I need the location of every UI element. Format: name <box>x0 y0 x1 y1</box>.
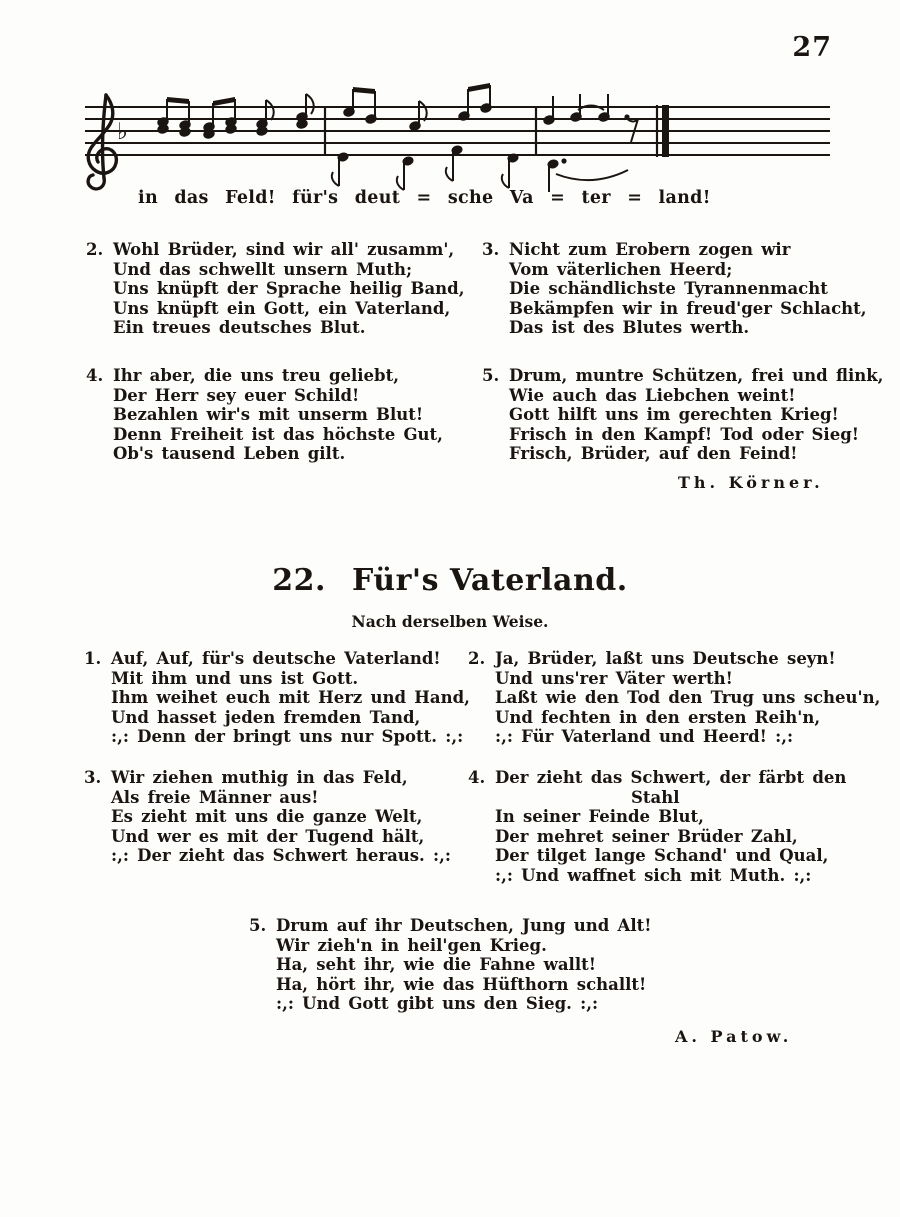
verse-line: :,: Für Vaterland und Heerd! :,: <box>495 727 794 746</box>
verse-line: Der tilget lange Schand' und Qual, <box>495 846 829 865</box>
verse-line: Bekämpfen wir in freud'ger Schlacht, <box>509 298 867 318</box>
treble-clef-icon <box>88 95 116 189</box>
verse-line: Laßt wie den Tod den Trug uns scheu'n, <box>495 688 881 707</box>
verse-line: Der mehret seiner Brüder Zahl, <box>495 826 798 846</box>
author-credit: Th. Körner. <box>678 473 824 492</box>
verse-line: Wir zieh'n in heil'gen Krieg. <box>276 935 547 955</box>
verse-line: :,: Und waffnet sich mit Muth. :,: <box>495 865 812 885</box>
verse-line: Mit ihm und uns ist Gott. <box>111 668 359 688</box>
verse-number: 2. <box>468 649 486 668</box>
verse-line: Und wer es mit der Tugend hält, <box>111 826 425 846</box>
verse-line: Uns knüpft der Sprache heilig Band, <box>113 279 465 298</box>
verse <box>84 649 470 747</box>
verse-line: Wie auch das Liebchen weint! <box>509 385 796 405</box>
verse-number: 2. <box>86 240 104 259</box>
verse-line: Als freie Männer aus! <box>111 787 319 807</box>
verse-number: 3. <box>482 240 500 259</box>
song-heading <box>0 563 900 598</box>
author-credit: A. Patow. <box>675 1027 793 1046</box>
song-title: Für's Vaterland. <box>352 563 628 598</box>
verse <box>468 768 846 885</box>
verse <box>482 366 883 464</box>
verse-line: :,: Und Gott gibt uns den Sieg. :,: <box>276 994 599 1013</box>
verse-line: Ob's tausend Leben gilt. <box>113 444 346 463</box>
verse <box>249 916 651 1014</box>
verse-line: Drum auf ihr Deutschen, Jung und Alt! <box>276 916 652 935</box>
verse-line: Nicht zum Erobern zogen wir <box>509 240 791 259</box>
verse-line: Frisch, Brüder, auf den Feind! <box>509 444 798 463</box>
notes-measure-1 <box>157 94 313 139</box>
verse-line: Ja, Brüder, laßt uns Deutsche seyn! <box>495 649 836 668</box>
verse-line: Ihr aber, die uns treu geliebt, <box>113 366 399 385</box>
page-number: 27 <box>792 32 832 63</box>
final-double-bar <box>662 105 669 157</box>
verse-line: Die schändlichste Tyrannenmacht <box>509 279 828 298</box>
verse-line: Es zieht mit uns die ganze Welt, <box>111 807 423 826</box>
verse-number: 4. <box>86 366 104 385</box>
verse-line: Ha, seht ihr, wie die Fahne wallt! <box>276 955 596 974</box>
verse-line: Drum, muntre Schützen, frei und flink, <box>509 366 884 385</box>
flat-icon: ♭ <box>117 119 128 145</box>
verse-line: Der zieht das Schwert, der färbt den <box>495 768 847 787</box>
verse-line: Vom väterlichen Heerd; <box>509 259 733 279</box>
verse-line: Stahl <box>631 787 680 807</box>
verse-line: Frisch in den Kampf! Tod oder Sieg! <box>509 424 859 444</box>
eighth-rest-icon <box>626 117 638 142</box>
verse-line: Und das schwellt unsern Muth; <box>113 259 413 279</box>
verse-line: Ein treues deutsches Blut. <box>113 318 366 337</box>
verse-number: 3. <box>84 768 102 787</box>
verse-number: 5. <box>482 366 500 385</box>
verse-line: :,: Denn der bringt uns nur Spott. :,: <box>111 727 464 746</box>
verse-line: Das ist des Blutes werth. <box>509 318 750 337</box>
song-number: 22. <box>272 563 326 598</box>
verse-number: 5. <box>249 916 267 935</box>
verse-line: Ha, hört ihr, wie das Hüfthorn schallt! <box>276 974 647 994</box>
verse-line: Und fechten in den ersten Reih'n, <box>495 707 821 727</box>
verse-line: Wir ziehen muthig in das Feld, <box>111 768 408 787</box>
lower-tie-arc <box>556 170 628 180</box>
verse-line: Denn Freiheit ist das höchste Gut, <box>113 424 443 444</box>
music-lyrics: in das Feld! für's deut = sche Va = ter = land! <box>138 188 711 208</box>
verse <box>86 366 443 464</box>
verse-line: Wohl Brüder, sind wir all' zusamm', <box>113 240 455 259</box>
verse-line: Und uns'rer Väter werth! <box>495 668 733 688</box>
verse <box>468 649 880 747</box>
verse <box>482 240 867 338</box>
verse-line: Uns knüpft ein Gott, ein Vaterland, <box>113 298 451 318</box>
verse-line: Ihm weihet euch mit Herz und Hand, <box>111 688 470 707</box>
verse-line: Bezahlen wir's mit unserm Blut! <box>113 405 424 424</box>
verse-number: 1. <box>84 649 102 668</box>
verse-line: Der Herr sey euer Schild! <box>113 385 360 405</box>
verse-line: Gott hilft uns im gerechten Krieg! <box>509 405 839 424</box>
verse-number: 4. <box>468 768 486 787</box>
song-subtitle: Nach derselben Weise. <box>351 612 549 631</box>
verse <box>84 768 451 866</box>
verse <box>86 240 464 338</box>
verse-line: Und hasset jeden fremden Tand, <box>111 707 421 727</box>
verse-line: In seiner Feinde Blut, <box>495 807 704 826</box>
notes-lower-voice <box>332 145 628 192</box>
verse-line: :,: Der zieht das Schwert heraus. :,: <box>111 846 451 865</box>
verse-line: Auf, Auf, für's deutsche Vaterland! <box>111 649 441 668</box>
